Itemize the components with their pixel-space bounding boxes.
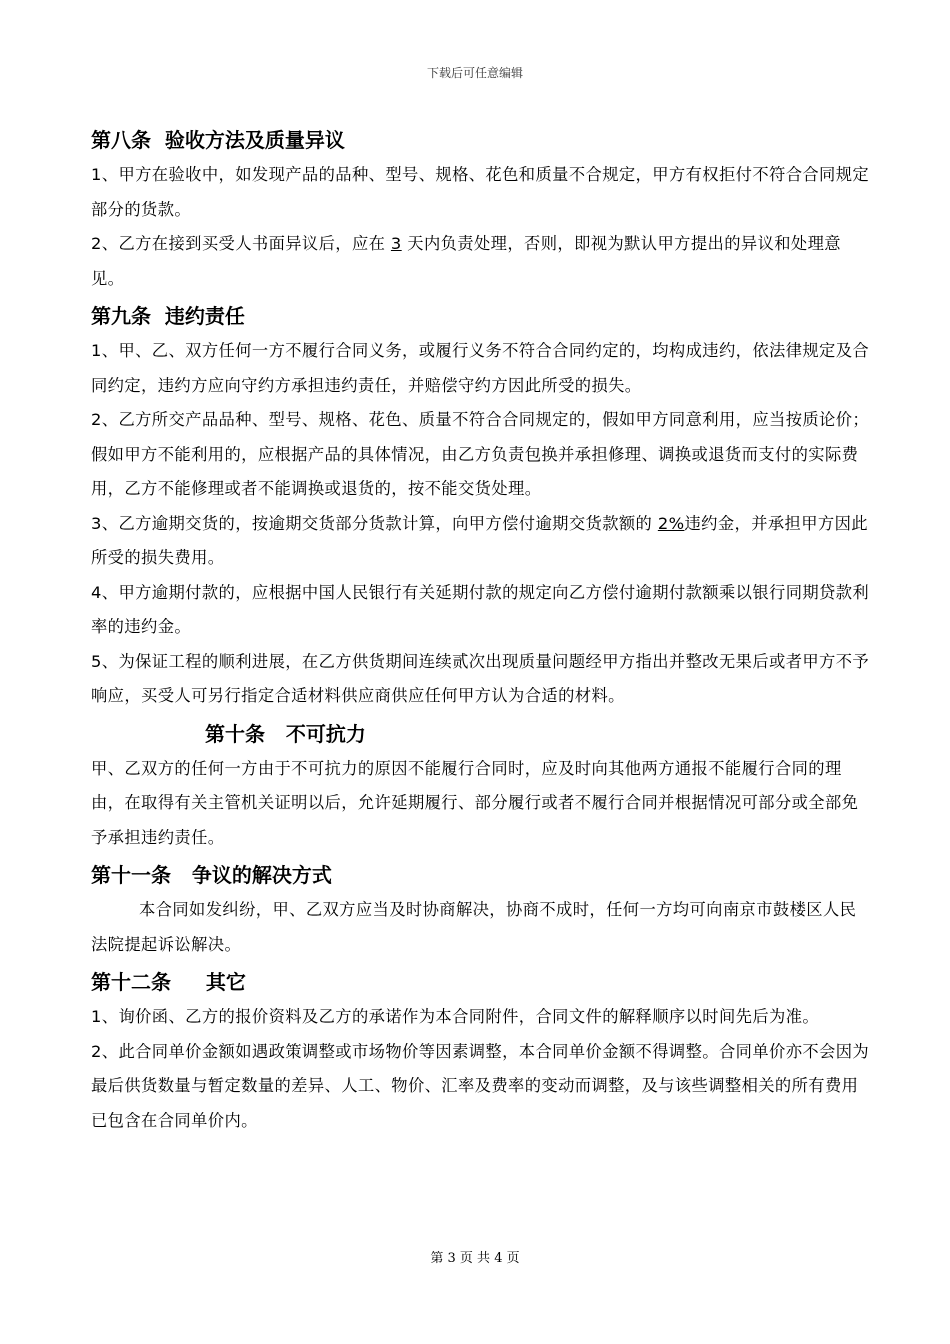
section-10-title: 第十条 不可抗力	[205, 721, 366, 746]
underlined-penalty-rate: 2%	[657, 513, 685, 533]
section-12-clause-1: 1、询价函、乙方的报价资料及乙方的承诺作为本合同附件，合同文件的解释顺序以时间先后为准。	[91, 1007, 820, 1026]
section-9-clause-1: 1、甲、乙、双方任何一方不履行合同义务，或履行义务不符合合同约定的，均构成违约，依法律规定及合同约定，违约方应向守约方承担违约责任，并赔偿守约方因此所受的损失。	[91, 341, 870, 395]
page-number: 第 3 页 共 4 页	[430, 1251, 520, 1266]
document-body	[91, 120, 871, 1138]
section-9-clause-3	[91, 507, 871, 576]
section-12-title: 第十二条 其它	[91, 970, 246, 994]
section-12-clause-2: 2、此合同单价金额如遇政策调整或市场物价等因素调整，本合同单价金额不得调整。合同单价亦不会因为最后供货数量与暂定数量的差异、人工、物价、汇率及费率的变动而调整，及与该些调整相关的所有费用已包含在合同单价内。	[91, 1041, 870, 1130]
page-header: 下载后可任意编辑	[426, 66, 523, 80]
clause-text: 2、乙方在接到买受人书面异议后，应在	[91, 234, 391, 253]
clause-text: 违约金，并承担甲方因此所受的损失费用。	[91, 513, 868, 567]
section-8-title: 第八条 验收方法及质量异议	[91, 128, 345, 152]
section-11-title: 第十一条 争议的解决方式	[91, 863, 332, 887]
section-9-clause-5: 5、为保证工程的顺利进展，在乙方供货期间连续贰次出现质量问题经甲方指出并整改无果后或者甲方不予响应，买受人可另行指定合适材料供应商供应任何甲方认为合适的材料。	[91, 651, 870, 705]
clause-text: 3、乙方逾期交货的，按逾期交货部分货款计算，向甲方偿付逾期交货款额的	[91, 513, 658, 533]
section-11-clause: 本合同如发纠纷，甲、乙双方应当及时协商解决，协商不成时，任何一方均可向南京市鼓楼区人民法院提起诉讼解决。	[91, 900, 857, 954]
section-8-clause-2	[91, 227, 871, 296]
section-8-clause-1: 1、甲方在验收中，如发现产品的品种、型号、规格、花色和质量不合规定，甲方有权拒付不符合合同规定部分的货款。	[91, 165, 870, 219]
section-10-clause: 甲、乙双方的任何一方由于不可抗力的原因不能履行合同时，应及时向其他两方通报不能履行合同的理由，在取得有关主管机关证明以后，允许延期履行、部分履行或者不履行合同并根据情况可部分或全部免予承担违约责任。	[91, 758, 859, 847]
section-9-clause-2: 2、乙方所交产品品种、型号、规格、花色、质量不符合合同规定的，假如甲方同意利用，应当按质论价；假如甲方不能利用的，应根据产品的具体情况，由乙方负责包换并承担修理、调换或退货而支付的实际费用，乙方不能修理或者不能调换或退货的，按不能交货处理。	[91, 410, 870, 498]
section-9-title: 第九条 违约责任	[91, 304, 245, 328]
section-9-clause-4: 4、甲方逾期付款的，应根据中国人民银行有关延期付款的规定向乙方偿付逾期付款额乘以银行同期贷款利率的违约金。	[91, 582, 870, 636]
clause-text: 天内负责处理，否则，即视为默认甲方提出的异议和处理意见。	[91, 234, 841, 288]
underlined-days-value: 3	[390, 234, 402, 253]
